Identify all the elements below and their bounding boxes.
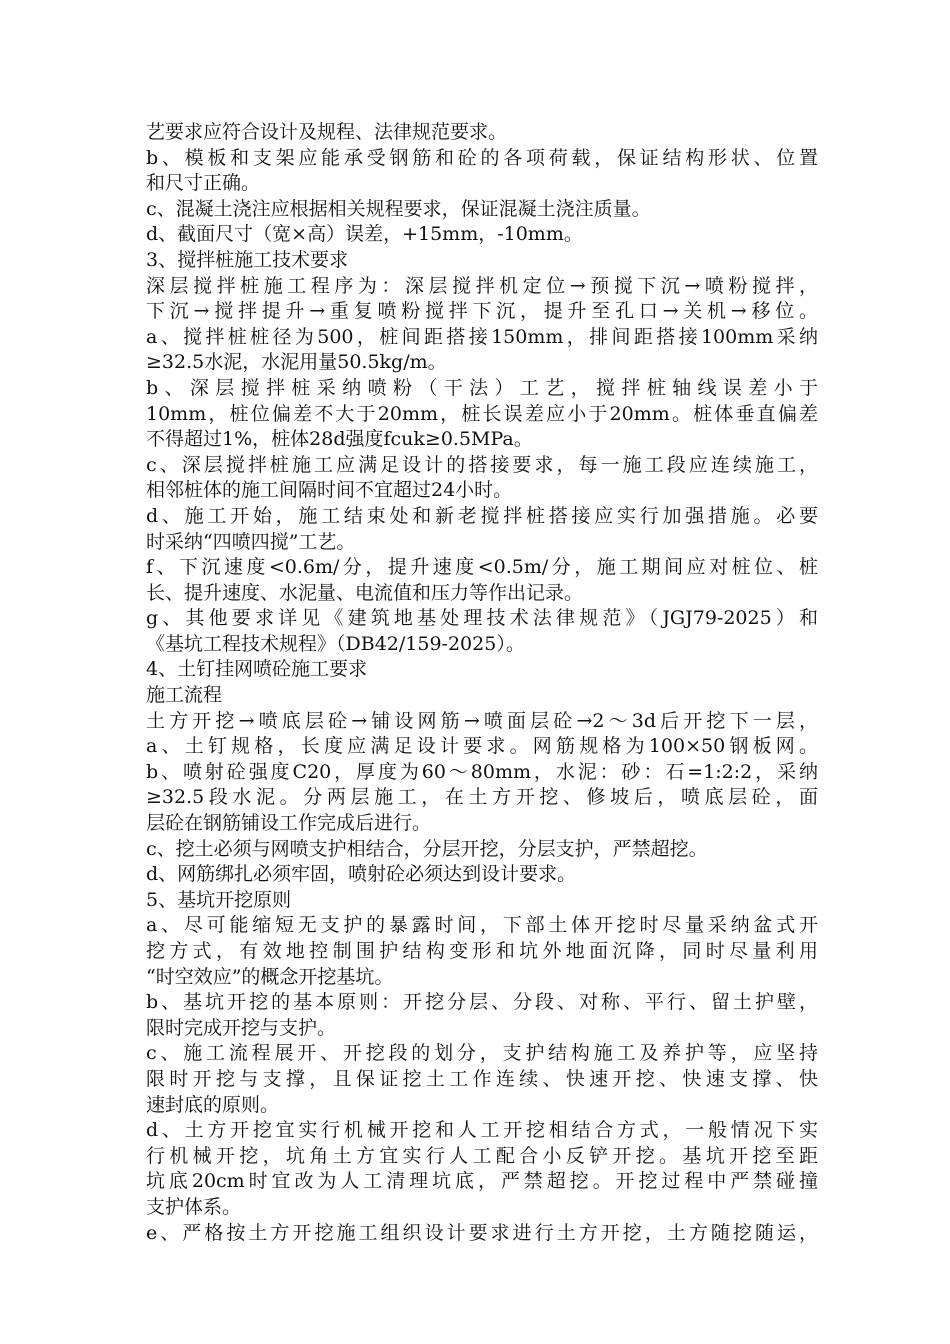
text-line: 时采纳“四喷四搅”工艺。 bbox=[146, 530, 356, 553]
text-line: 深层搅拌桩施工程序为：深层搅拌机定位→预搅下沉→喷粉搅拌， bbox=[146, 274, 818, 297]
text-line: ≥32.5段水泥。分两层施工，在土方开挖、修坡后，喷底层砼，面 bbox=[146, 786, 818, 809]
text-line: a、搅拌桩桩径为500，桩间距搭接150mm，排间距搭接100mm采纳 bbox=[146, 325, 818, 348]
text-line: 不得超过1%，桩体28d强度fcuk≥0.5MPa。 bbox=[146, 428, 533, 451]
section-heading: 5、基坑开挖原则 bbox=[146, 888, 292, 911]
text-line: ≥32.5水泥，水泥用量50.5kg/m。 bbox=[146, 351, 447, 374]
text-line: 限时开挖与支撑，且保证挖土工作连续、快速开挖、快速支撑、快 bbox=[146, 1067, 818, 1090]
text-line: 土方开挖→喷底层砼→铺设网筋→喷面层砼→2～3d后开挖下一层， bbox=[146, 709, 818, 732]
text-line: b、基坑开挖的基本原则：开挖分层、分段、对称、平行、留土护壁， bbox=[146, 991, 818, 1014]
text-line: b、模板和支架应能承受钢筋和砼的各项荷载，保证结构形状、位置 bbox=[146, 146, 818, 169]
subheading: 施工流程 bbox=[146, 684, 223, 707]
text-line: d、截面尺寸（宽×高）误差，+15mm，-10mm。 bbox=[146, 223, 583, 246]
text-line: f、下沉速度<0.6m/分，提升速度<0.5m/分，施工期间应对桩位、桩 bbox=[146, 556, 818, 579]
text-line: a、土钉规格，长度应满足设计要求。网筋规格为100×50钢板网。 bbox=[146, 735, 818, 758]
section-heading: 4、土钉挂网喷砼施工要求 bbox=[146, 658, 368, 681]
text-line: 挖方式，有效地控制围护结构变形和坑外地面沉降，同时尽量利用 bbox=[146, 940, 818, 962]
text-line: 和尺寸正确。 bbox=[146, 172, 261, 195]
text-line: 行机械开挖，坑角土方宜实行人工配合小反铲开挖。基坑开挖至距 bbox=[146, 1144, 818, 1167]
text-line: 坑底20cm时宜改为人工清理坑底，严禁超挖。开挖过程中严禁碰撞 bbox=[146, 1170, 818, 1193]
document-body bbox=[146, 120, 818, 1246]
text-line: 层砼在钢筋铺设工作完成后进行。 bbox=[146, 812, 432, 835]
text-line: g、其他要求详见《建筑地基处理技术法律规范》（JGJ79-2025）和 bbox=[146, 607, 818, 630]
text-line: 10mm，桩位偏差不大于20mm，桩长误差应小于20mm。桩体垂直偏差 bbox=[146, 402, 818, 425]
text-line: 下沉→搅拌提升→重复喷粉搅拌下沉，提升至孔口→关机→移位。 bbox=[146, 300, 818, 323]
text-line: a、尽可能缩短无支护的暴露时间，下部土体开挖时尽量采纳盆式开 bbox=[146, 914, 818, 937]
text-line: 限时完成开挖与支护。 bbox=[146, 1016, 337, 1039]
text-line: c、施工流程展开、开挖段的划分，支护结构施工及养护等，应坚持 bbox=[146, 1042, 818, 1065]
text-line: b、喷射砼强度C20，厚度为60～80mm，水泥：砂：石=1:2:2，采纳 bbox=[146, 760, 818, 783]
text-line: c、深层搅拌桩施工应满足设计的搭接要求，每一施工段应连续施工， bbox=[146, 453, 818, 476]
text-line: d、土方开挖宜实行机械开挖和人工开挖相结合方式，一般情况下实 bbox=[146, 1119, 818, 1142]
text-line: b、深层搅拌桩采纳喷粉（干法）工艺，搅拌桩轴线误差小于 bbox=[146, 376, 818, 399]
text-line: c、混凝土浇注应根据相关规程要求，保证混凝土浇注质量。 bbox=[146, 197, 651, 220]
text-line: 长、提升速度、水泥量、电流值和压力等作出记录。 bbox=[146, 581, 584, 604]
text-line: e、严格按土方开挖施工组织设计要求进行土方开挖，土方随挖随运， bbox=[146, 1221, 818, 1244]
text-line: 艺要求应符合设计及规程、法律规范要求。 bbox=[146, 121, 508, 143]
text-line: “时空效应”的概念开挖基坑。 bbox=[146, 965, 394, 988]
text-line: 速封底的原则。 bbox=[146, 1093, 280, 1116]
text-line: 相邻桩体的施工间隔时间不宜超过24小时。 bbox=[146, 479, 513, 502]
text-line: c、挖土必须与网喷支护相结合，分层开挖，分层支护，严禁超挖。 bbox=[146, 837, 708, 860]
text-line: d、网筋绑扎必须牢固，喷射砼必须达到设计要求。 bbox=[146, 863, 577, 886]
text-line: 支护体系。 bbox=[146, 1195, 242, 1218]
section-heading: 3、搅拌桩施工技术要求 bbox=[146, 248, 349, 271]
text-line: 《基坑工程技术规程》（DB42/159-2025）。 bbox=[146, 632, 525, 655]
text-line: d、施工开始，施工结束处和新老搅拌桩搭接应实行加强措施。必要 bbox=[146, 504, 818, 527]
